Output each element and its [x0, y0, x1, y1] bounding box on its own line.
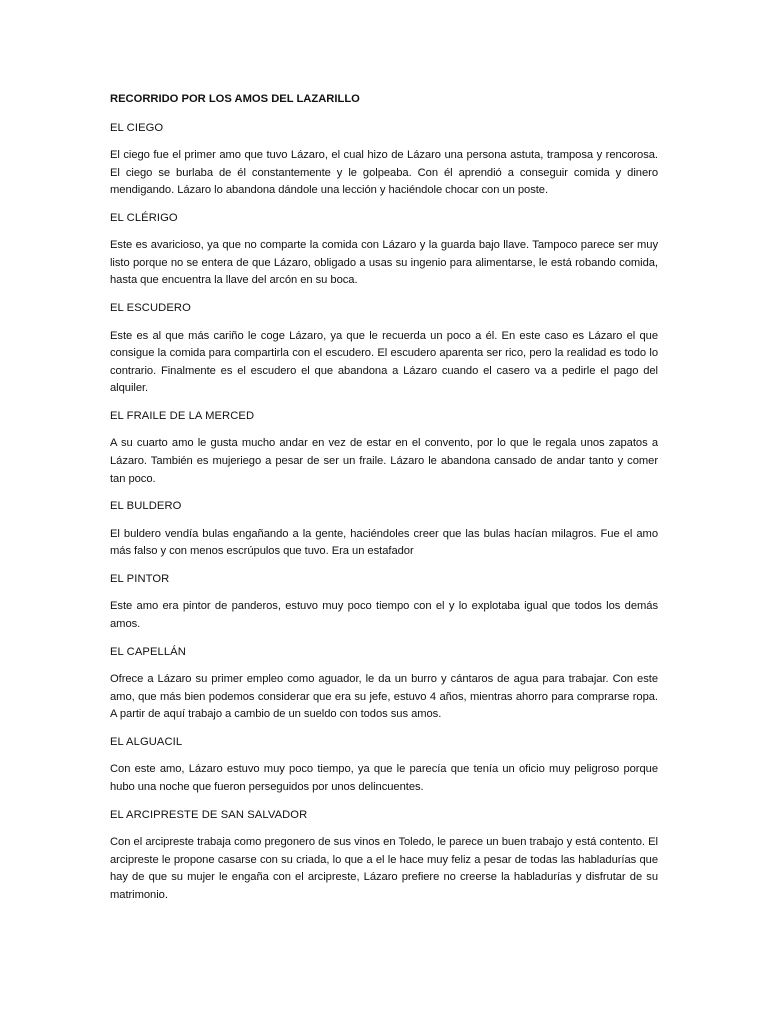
section-heading: EL CAPELLÁN	[110, 645, 186, 658]
section-capellan	[110, 644, 658, 724]
section-heading: EL ALGUACIL	[110, 735, 183, 748]
section-body: El ciego fue el primer amo que tuvo Lázaro, el cual hizo de Lázaro una persona astuta, tramposa y rencorosa. El ciego se burlaba de él constantemente y le golpeaba. Con él aprendió a conseguir comida y dinero mendigando. Lázaro lo abandona dándole una lección y haciéndole chocar con un poste.	[110, 149, 658, 197]
section-arcipreste	[110, 807, 658, 905]
section-clerigo	[110, 210, 658, 290]
section-body: Ofrece a Lázaro su primer empleo como aguador, le da un burro y cántaros de agua para trabajar. Con este amo, que más bien podemos considerar que era su jefe, estuvo 4 años, mientras ahorro para comprarse ropa. A partir de aquí trabajo a cambio de un sueldo con todos sus amos.	[110, 673, 658, 721]
section-pintor	[110, 571, 658, 634]
section-body: Este amo era pintor de panderos, estuvo muy poco tiempo con el y lo explotaba igual que todos los demás amos.	[110, 600, 658, 630]
section-body: El buldero vendía bulas engañando a la gente, haciéndoles creer que las bulas hacían milagros. Fue el amo más falso y con menos escrúpulos que tuvo. Era un estafador	[110, 527, 658, 558]
section-escudero	[110, 300, 658, 398]
section-body: Este es avaricioso, ya que no comparte la comida con Lázaro y la guarda bajo llave. Tampoco parece ser muy listo porque no se entera de que Lázaro, obligado a usas su ingenio para alimentarse, le está robando comida, hasta que encuentra la llave del arcón en su boca.	[110, 239, 658, 287]
section-heading: EL FRAILE DE LA MERCED	[110, 409, 255, 422]
section-body: A su cuarto amo le gusta mucho andar en vez de estar en el convento, por lo que le regala unos zapatos a Lázaro. También es mujeriego a pesar de ser un fraile. Lázaro le abandona cansado de andar tanto y comer tan poco.	[110, 437, 658, 485]
section-body: Con este amo, Lázaro estuvo muy poco tiempo, ya que le parecía que tenía un oficio muy peligroso porque hubo una noche que fueron perseguidos por unos delincuentes.	[110, 763, 658, 793]
section-heading: EL ESCUDERO	[110, 302, 191, 315]
section-heading: EL CLÉRIGO	[110, 211, 178, 224]
section-ciego	[110, 120, 658, 200]
section-heading: EL ARCIPRESTE DE SAN SALVADOR	[110, 808, 308, 821]
section-body: Con el arcipreste trabaja como pregonero de sus vinos en Toledo, le parece un buen trabajo y está contento. El arcipreste le propone casarse con su criada, lo que a el le hace muy feliz a pesar de todas las habladurías que hay de que su mujer le engaña con el arcipreste, Lázaro prefiere no creerse la habladurías y disfrutar de su matrimonio.	[110, 836, 658, 901]
section-heading: EL PINTOR	[110, 572, 170, 585]
section-fraile	[110, 408, 658, 488]
section-heading: EL BULDERO	[110, 500, 182, 513]
section-alguacil	[110, 734, 658, 797]
document-title: RECORRIDO POR LOS AMOS DEL LAZARILLO	[110, 93, 360, 105]
section-heading: EL CIEGO	[110, 121, 164, 134]
section-buldero	[110, 498, 658, 561]
section-body: Este es al que más cariño le coge Lázaro, ya que le recuerda un poco a él. En este caso es Lázaro el que consigue la comida para compartirla con el escudero. El escudero aparenta ser rico, pero la realidad es todo lo contrario. Finalmente es el escudero el que abandona a Lázaro cuando el casero va a pedirle el pago del alquiler.	[110, 329, 658, 395]
document-page	[110, 91, 658, 914]
